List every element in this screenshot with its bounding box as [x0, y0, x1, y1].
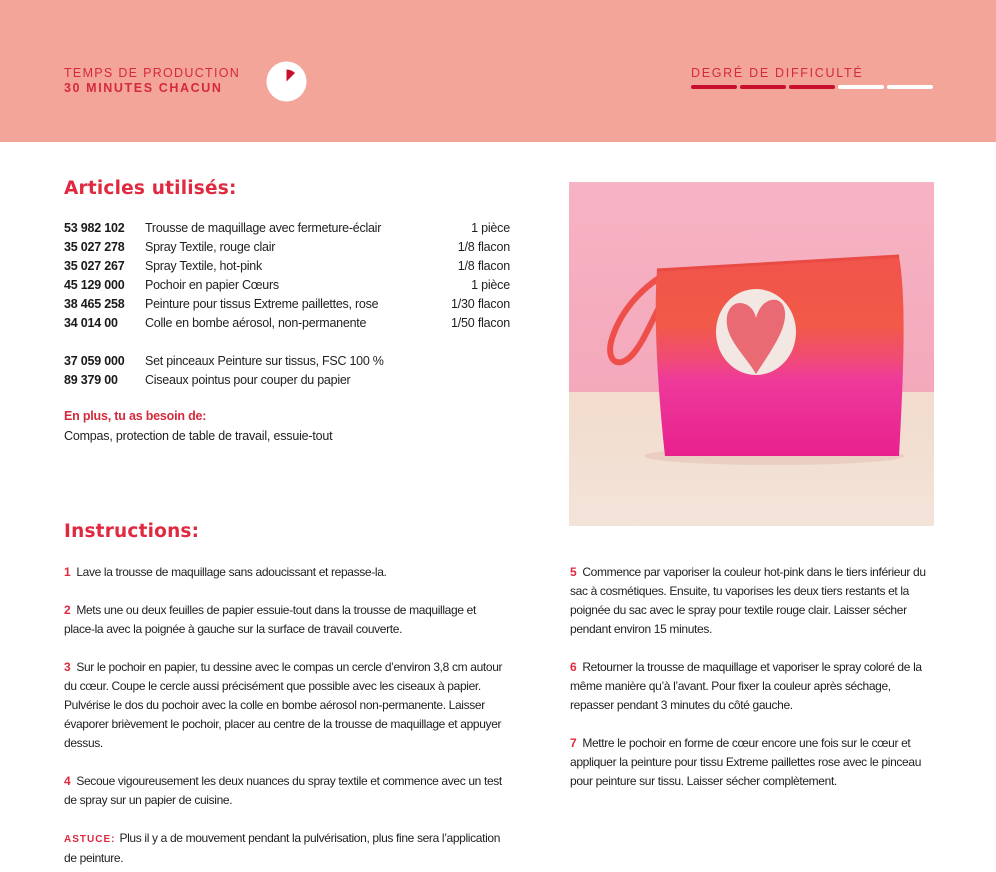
difficulty-segment: [740, 85, 786, 89]
step-number: 2: [64, 603, 71, 617]
article-quantity: 1/30 flacon: [451, 297, 510, 311]
step-number: 7: [570, 736, 577, 750]
articles-title: Articles utilisés:: [64, 178, 237, 199]
instruction-step: [570, 658, 936, 715]
tip-text: Plus il y a de mouvement pendant la pulvérisation, plus fine sera l’application de peinture.: [64, 831, 501, 865]
difficulty-label: DEGRÉ DE DIFFICULTÉ: [691, 66, 864, 80]
instruction-step: [64, 658, 504, 753]
article-row: [64, 295, 510, 314]
list-spacer: [64, 333, 510, 352]
step-text: Sur le pochoir en papier, tu dessine avec le compas un cercle d’environ 3,8 cm autour du cœur. Coupe le cercle aussi précisément que possible avec les ciseaux à papier. Pulvérise le dos du pochoir avec la colle en bombe aérosol non-permanente. Laisser évaporer brièvement le pochoir, placer au centre de la trousse de maquillage et appuyer dessus.: [64, 660, 503, 750]
article-row: [64, 276, 510, 295]
tool-number: 37 059 000: [64, 354, 125, 368]
difficulty-segment: [789, 85, 835, 89]
tool-row: [64, 352, 510, 371]
tip-label: ASTUCE:: [64, 834, 116, 845]
article-name: Spray Textile, rouge clair: [145, 240, 276, 254]
instructions-column-left: [64, 563, 504, 872]
clock-icon: [266, 61, 307, 102]
instruction-step: [570, 563, 936, 639]
step-text: Mets une ou deux feuilles de papier essuie-tout dans la trousse de maquillage et place-la avec la poignée à gauche sur la surface de travail couverte.: [64, 603, 476, 636]
difficulty-segment: [887, 85, 933, 89]
difficulty-meter: [691, 85, 933, 89]
makeup-bag-illustration: [569, 182, 934, 526]
tool-name: Ciseaux pointus pour couper du papier: [145, 373, 351, 387]
step-text: Retourner la trousse de maquillage et vaporiser le spray coloré de la même manière qu’à l’avant. Pour fixer la couleur après séchage, repasser pendant 3 minutes du côté gauche.: [570, 660, 922, 712]
instruction-step: [64, 601, 504, 639]
article-name: Trousse de maquillage avec fermeture-éclair: [145, 221, 382, 235]
article-quantity: 1 pièce: [471, 221, 510, 235]
article-row: [64, 238, 510, 257]
instruction-step: [64, 772, 504, 810]
tool-name: Set pinceaux Peinture sur tissus, FSC 100 %: [145, 354, 384, 368]
production-time-label: TEMPS DE PRODUCTION: [64, 66, 241, 80]
extra-needs-title: En plus, tu as besoin de:: [64, 409, 207, 423]
instruction-step: [64, 563, 504, 582]
article-name: Pochoir en papier Cœurs: [145, 278, 279, 292]
article-name: Peinture pour tissus Extreme paillettes, rose: [145, 297, 379, 311]
article-row: [64, 219, 510, 238]
instructions-title: Instructions:: [64, 521, 200, 542]
tool-number: 89 379 00: [64, 373, 118, 387]
tool-row: [64, 371, 510, 390]
extra-needs-text: Compas, protection de table de travail, essuie-tout: [64, 429, 333, 443]
article-quantity: 1/8 flacon: [457, 240, 510, 254]
step-number: 5: [570, 565, 577, 579]
difficulty-segment: [838, 85, 884, 89]
article-row: [64, 314, 510, 333]
step-text: Secoue vigoureusement les deux nuances du spray textile et commence avec un test de spray sur un papier de cuisine.: [64, 774, 502, 807]
article-row: [64, 257, 510, 276]
difficulty-segment: [691, 85, 737, 89]
instructions-column-right: [570, 563, 936, 810]
step-number: 3: [64, 660, 71, 674]
product-photo: [569, 182, 934, 526]
step-number: 4: [64, 774, 71, 788]
article-name: Spray Textile, hot-pink: [145, 259, 262, 273]
article-quantity: 1/8 flacon: [457, 259, 510, 273]
article-number: 35 027 267: [64, 259, 125, 273]
article-number: 38 465 258: [64, 297, 125, 311]
step-text: Lave la trousse de maquillage sans adoucissant et repasse-la.: [76, 565, 387, 579]
article-name: Colle en bombe aérosol, non-permanente: [145, 316, 367, 330]
production-time-value: 30 MINUTES CHACUN: [64, 81, 223, 95]
instruction-step: [570, 734, 936, 791]
step-number: 1: [64, 565, 71, 579]
articles-list: [64, 219, 510, 390]
header-banner: [0, 0, 996, 142]
article-quantity: 1 pièce: [471, 278, 510, 292]
article-number: 35 027 278: [64, 240, 125, 254]
step-number: 6: [570, 660, 577, 674]
step-text: Commence par vaporiser la couleur hot-pink dans le tiers inférieur du sac à cosmétiques. Ensuite, tu vaporises les deux tiers restants et la poignée du sac avec le spray pour textile rouge clair. Laisser sécher pendant environ 15 minutes.: [570, 565, 926, 636]
step-text: Mettre le pochoir en forme de cœur encore une fois sur le cœur et appliquer la peinture pour tissu Extreme paillettes rose avec le pinceau pour peinture sur tissu. Laisser sécher complètement.: [570, 736, 922, 788]
article-number: 45 129 000: [64, 278, 125, 292]
article-quantity: 1/50 flacon: [451, 316, 510, 330]
tip: [64, 829, 504, 868]
article-number: 34 014 00: [64, 316, 118, 330]
article-number: 53 982 102: [64, 221, 125, 235]
